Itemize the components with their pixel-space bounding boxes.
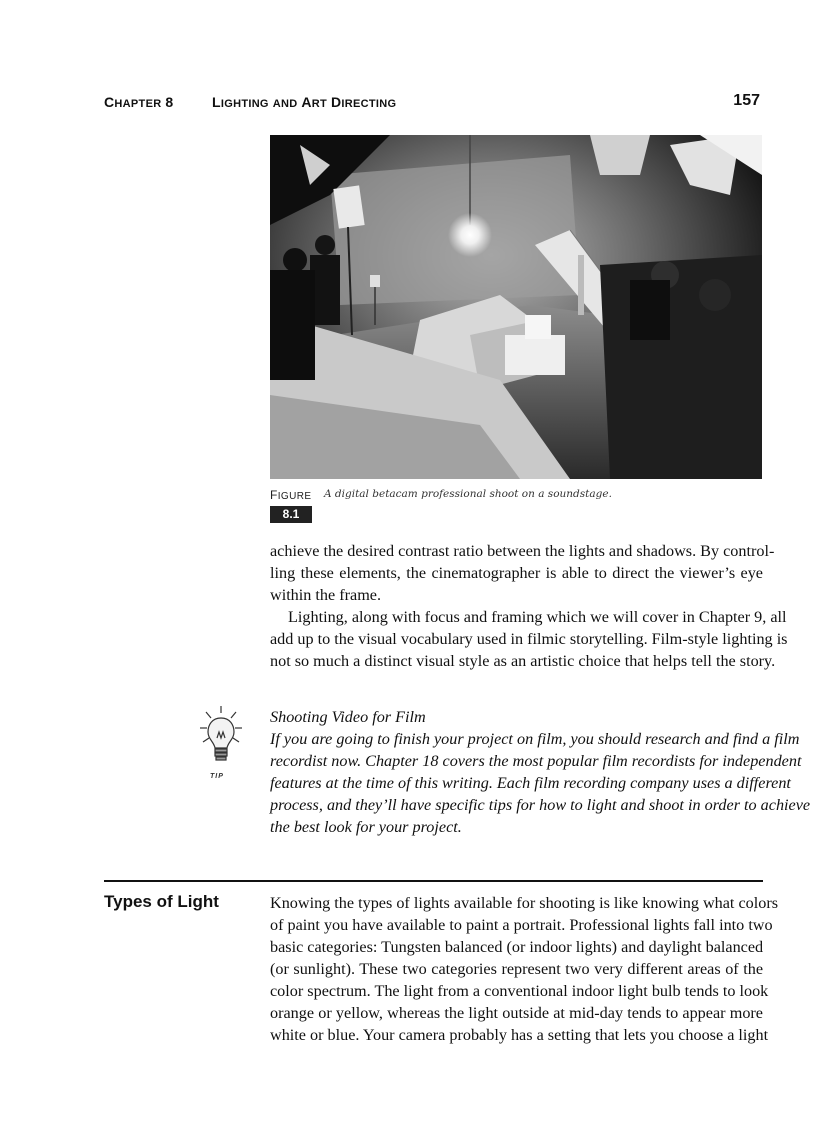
page-number: 157 [733, 92, 760, 109]
text-line: (or sunlight). These two categories represent two very different areas of the [270, 960, 763, 978]
figure-caption-text: A digital betacam professional shoot on a soundstage. [324, 488, 612, 500]
text-line: color spectrum. The light from a conventional indoor light bulb tends to look [270, 982, 769, 1000]
text-line: orange or yellow, whereas the light outside at mid-day tends to appear more [270, 1004, 763, 1022]
figure-photo [270, 135, 762, 479]
text-line: achieve the desired contrast ratio between the lights and shadows. By control- [270, 542, 775, 560]
chapter-title: LIGHTING AND ART DIRECTING [212, 94, 397, 110]
text-line: add up to the visual vocabulary used in filmic storytelling. Film-style lighting is [270, 630, 788, 648]
text-line: Lighting, along with focus and framing which we will cover in Chapter 9, all [288, 608, 787, 626]
text-line: of paint you have available to paint a portrait. Professional lights fall into two [270, 916, 773, 934]
chapter-label: CHAPTER 8 [104, 94, 174, 110]
text-line: ling these elements, the cinematographer is able to direct the viewer’s eye [270, 564, 763, 582]
text-line: white or blue. Your camera probably has a setting that lets you choose a light [270, 1026, 769, 1044]
text-line: process, and they’ll have specific tips for how to light and shoot in order to achieve [270, 796, 811, 814]
text-line: recordist now. Chapter 18 covers the most popular film recordists for independent [270, 752, 802, 770]
tip-label: TIP [210, 773, 224, 780]
text-line: Knowing the types of lights available for shooting is like knowing what colors [270, 894, 779, 912]
tip-box [270, 706, 811, 838]
text-line: within the frame. [270, 586, 382, 604]
paragraph-1 [270, 540, 775, 606]
section-heading: Types of Light [104, 892, 219, 911]
text-line: not so much a distinct visual style as an artistic choice that helps tell the story. [270, 652, 776, 670]
figure-label: FIGURE [270, 488, 312, 502]
section-body [270, 892, 779, 1046]
text-line: If you are going to finish your project on film, you should research and find a film [270, 730, 800, 748]
figure-caption [270, 488, 762, 530]
figure-number-badge: 8.1 [270, 506, 312, 523]
lightbulb-icon [198, 704, 244, 772]
text-line: the best look for your project. [270, 818, 462, 836]
running-head [104, 92, 760, 114]
text-line: basic categories: Tungsten balanced (or indoor lights) and daylight balanced [270, 938, 764, 956]
paragraph-2 [270, 606, 788, 672]
tip-title: Shooting Video for Film [270, 708, 426, 726]
text-line: features at the time of this writing. Each film recording company uses a different [270, 774, 791, 792]
section-divider [104, 880, 763, 882]
soundstage-photo [270, 135, 762, 479]
